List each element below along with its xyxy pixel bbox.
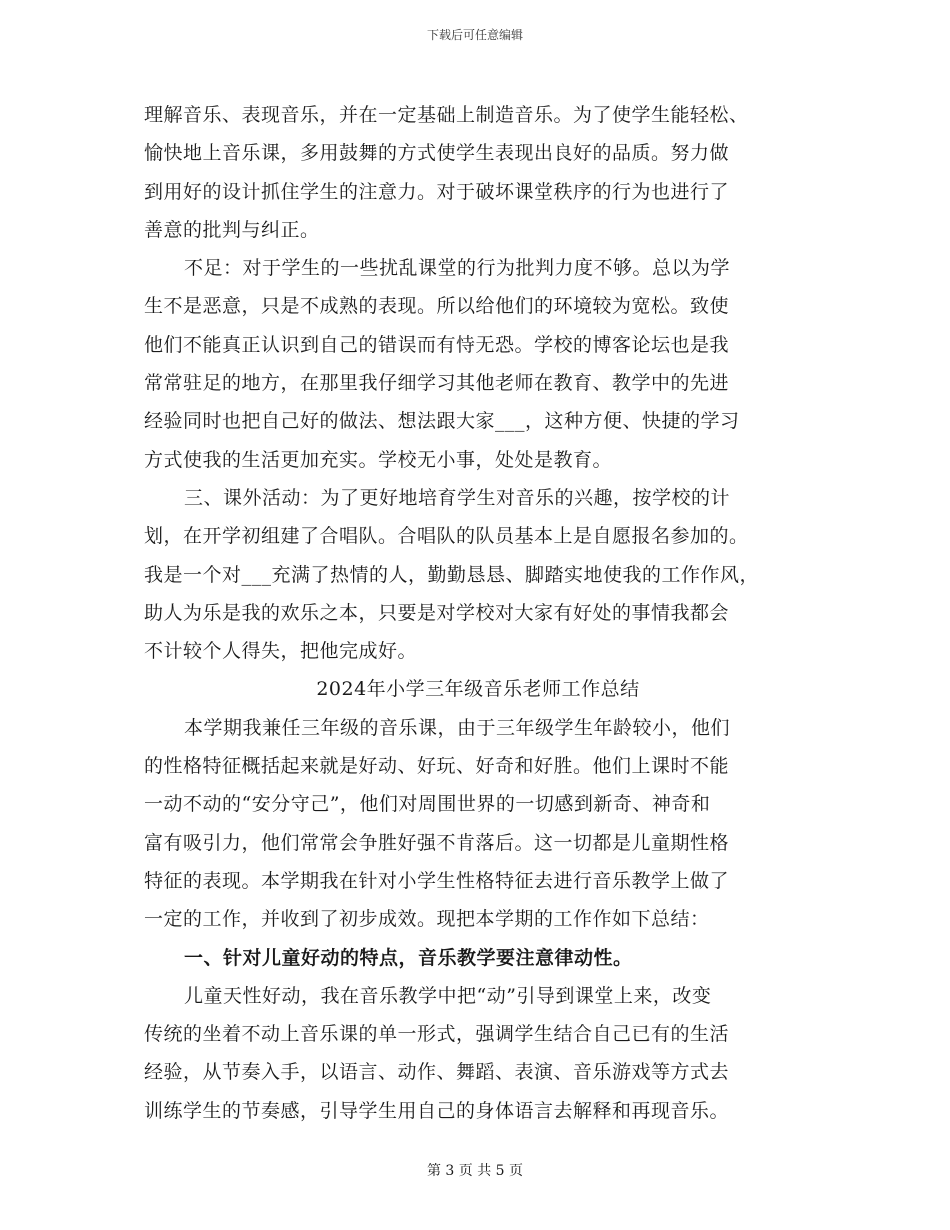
text-line: 特征的表现。本学期我在针对小学生性格特征去进行音乐教学上做了 xyxy=(144,869,730,892)
text-line: 不计较个人得失，把他完成好。 xyxy=(144,640,418,663)
text-line: 方式使我的生活更加充实。学校无小事，处处是教育。 xyxy=(144,448,613,471)
text-line: 划，在开学初组建了合唱队。合唱队的队员基本上是自愿报名参加的。 xyxy=(144,525,749,548)
text-line: 儿童天性好动，我在音乐教学中把“动”引导到课堂上来，改变 xyxy=(184,984,712,1007)
text-line: 一动不动的“安分守己”，他们对周围世界的一切感到新奇、神奇和 xyxy=(144,793,711,816)
document-body xyxy=(144,96,812,1130)
text-line: 到用好的设计抓住学生的注意力。对于破坏课堂秩序的行为也进行了 xyxy=(144,180,730,203)
text-line: 一定的工作，并收到了初步成效。现把本学期的工作作如下总结： xyxy=(144,908,710,931)
page-footer: 第 3 页 共 5 页 xyxy=(426,1163,524,1179)
text-line: 助人为乐是我的欢乐之本，只要是对学校对大家有好处的事情我都会 xyxy=(144,601,730,624)
text-line: 训练学生的节奏感，引导学生用自己的身体语言去解释和再现音乐。 xyxy=(144,1099,730,1122)
text-line: 愉快地上音乐课，多用鼓舞的方式使学生表现出良好的品质。努力做 xyxy=(144,142,730,165)
text-line: 善意的批判与纠正。 xyxy=(144,218,320,241)
text-line: 常常驻足的地方，在那里我仔细学习其他老师在教育、教学中的先进 xyxy=(144,372,730,395)
text-line: 经验，从节奏入手，以语言、动作、舞蹈、表演、音乐游戏等方式去 xyxy=(144,1061,730,1084)
text-line: 传统的坐着不动上音乐课的单一形式，强调学生结合自己已有的生活 xyxy=(144,1023,730,1046)
text-line: 不足：对于学生的一些扰乱课堂的行为批判力度不够。总以为学 xyxy=(184,257,731,280)
text-line: 我是一个对___充满了热情的人，勤勤恳恳、脚踏实地使我的工作作风， xyxy=(144,563,760,586)
subsection-heading: 一、针对儿童好动的特点，音乐教学要注意律动性。 xyxy=(184,946,633,969)
text-line: 经验同时也把自己好的做法、想法跟大家___，这种方便、快捷的学习 xyxy=(144,410,740,433)
text-line: 理解音乐、表现音乐，并在一定基础上制造音乐。为了使学生能轻松、 xyxy=(144,104,749,126)
section-title: 2024年小学三年级音乐老师工作总结 xyxy=(316,678,640,701)
text-line: 他们不能真正认识到自己的错误而有恃无恐。学校的博客论坛也是我 xyxy=(144,333,730,356)
text-line: 本学期我兼任三年级的音乐课，由于三年级学生年龄较小，他们 xyxy=(184,716,731,739)
text-line: 富有吸引力，他们常常会争胜好强不肯落后。这一切都是儿童期性格 xyxy=(144,831,730,854)
text-line: 的性格特征概括起来就是好动、好玩、好奇和好胜。他们上课时不能 xyxy=(144,755,730,778)
text-line: 三、课外活动：为了更好地培育学生对音乐的兴趣，按学校的计 xyxy=(184,486,731,509)
page-header: 下载后可任意编辑 xyxy=(426,28,523,42)
text-line: 生不是恶意，只是不成熟的表现。所以给他们的环境较为宽松。致使 xyxy=(144,295,730,318)
